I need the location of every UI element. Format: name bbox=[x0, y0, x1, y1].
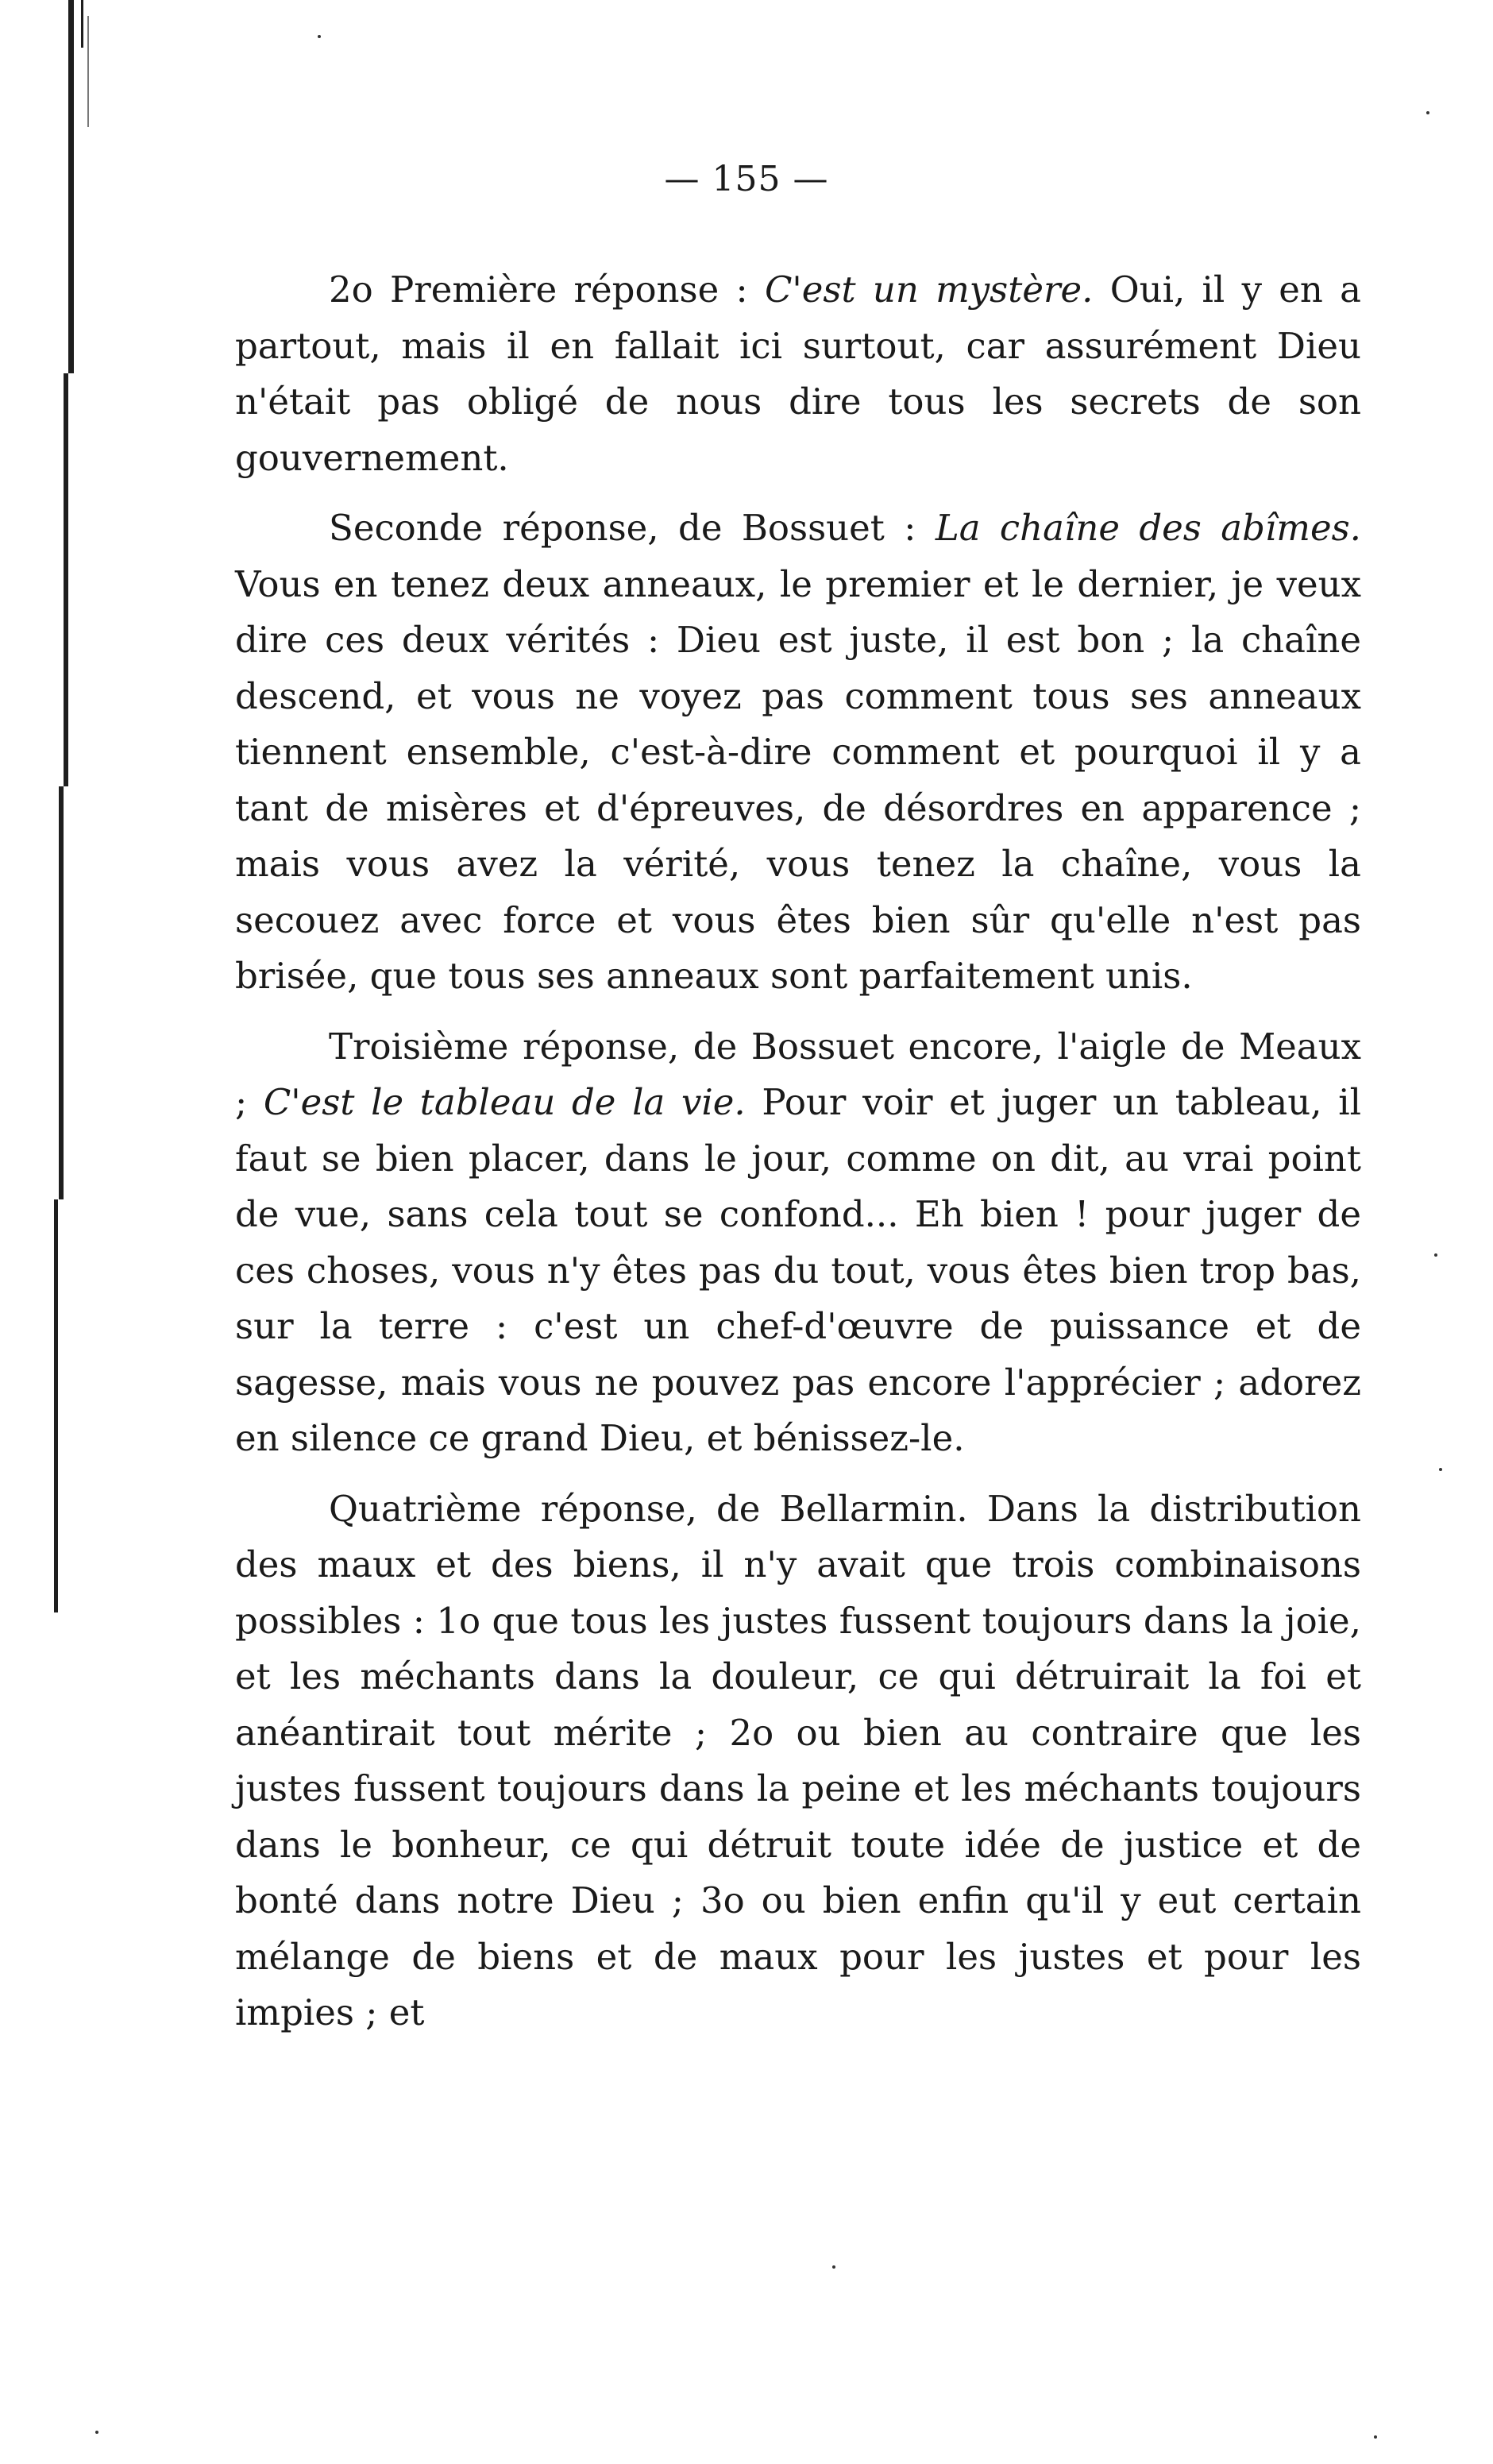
text-run: Quatrième réponse, de Bellarmin. Dans la distribution des maux et des biens, il n'y avait que trois combinaisons possibles : 1o que tous les justes fussent toujours dans la joie, et les méchants dans la douleur, ce qui détruirait la foi et anéantirait tout mérite ; 2o ou bien au contraire que les justes fussent toujours dans la peine et les méchants toujours dans le bonheur, ce qui détruit toute idée de justice et de bonté dans notre Dieu ; 3o ou bien enfin qu'il y eut certain mélange de biens et de maux pour les justes et pour les impies ; et bbox=[235, 1487, 1361, 2033]
binding-edge-mark bbox=[54, 1199, 58, 1612]
text-run: Troisième réponse, de Bossuet encore, l'aigle de Meaux ; bbox=[235, 1025, 1361, 1123]
paragraph bbox=[235, 1019, 1361, 1467]
binding-edge-mark bbox=[59, 786, 64, 1199]
paper-speck bbox=[1426, 111, 1429, 114]
italic-run: C'est le tableau de la vie. bbox=[263, 1081, 746, 1123]
paper-speck bbox=[95, 2431, 98, 2434]
paragraph bbox=[235, 500, 1361, 1005]
text-run: Pour voir et juger un tableau, il faut se bien placer, dans le jour, comme on dit, au vrai point de vue, sans cela tout se confond... Eh bien ! pour juger de ces choses, vous n'y êtes pas du tout, vous êtes bien trop bas, sur la terre : c'est un chef-d'œuvre de puissance et de sagesse, mais vous ne pouvez pas encore l'apprécier ; adorez en silence ce grand Dieu, et bénissez-le. bbox=[235, 1081, 1361, 1459]
binding-edge-mark bbox=[87, 16, 89, 127]
paragraph bbox=[235, 262, 1361, 486]
text-run: Vous en tenez deux anneaux, le premier et le dernier, je veux dire ces deux vérités : Dieu est juste, il est bon ; la chaîne descend, et vous ne voyez pas comment tous ses anneaux tiennent ensemble, c'est-à-dire comment et pourquoi il y a tant de misères et d'épreuves, de désordres en apparence ; mais vous avez la vérité, vous tenez la chaîne, vous la secouez avec force et vous êtes bien sûr qu'elle n'est pas brisée, que tous ses anneaux sont parfaitement unis. bbox=[235, 562, 1361, 997]
paper-speck bbox=[1439, 1468, 1442, 1471]
italic-run: La chaîne des abîmes. bbox=[935, 507, 1361, 549]
text-run: Oui, il y en a partout, mais il en fallait ici surtout, car assurément Dieu n'était pas obligé de nous dire tous les secrets de son gouvernement. bbox=[235, 268, 1361, 479]
paper-speck bbox=[832, 2265, 835, 2269]
binding-edge-mark bbox=[81, 0, 83, 48]
paper-speck bbox=[1434, 1253, 1437, 1257]
body-text bbox=[235, 262, 1361, 2041]
paragraph bbox=[235, 1481, 1361, 2041]
binding-edge-mark bbox=[64, 373, 68, 786]
text-run: Seconde réponse, de Bossuet : bbox=[329, 507, 936, 549]
paper-speck bbox=[318, 35, 321, 38]
text-run: 2o Première réponse : bbox=[329, 268, 765, 311]
paper-speck bbox=[1374, 2435, 1377, 2439]
italic-run: C'est un mystère. bbox=[764, 268, 1094, 311]
page-number: — 155 — bbox=[664, 159, 829, 199]
